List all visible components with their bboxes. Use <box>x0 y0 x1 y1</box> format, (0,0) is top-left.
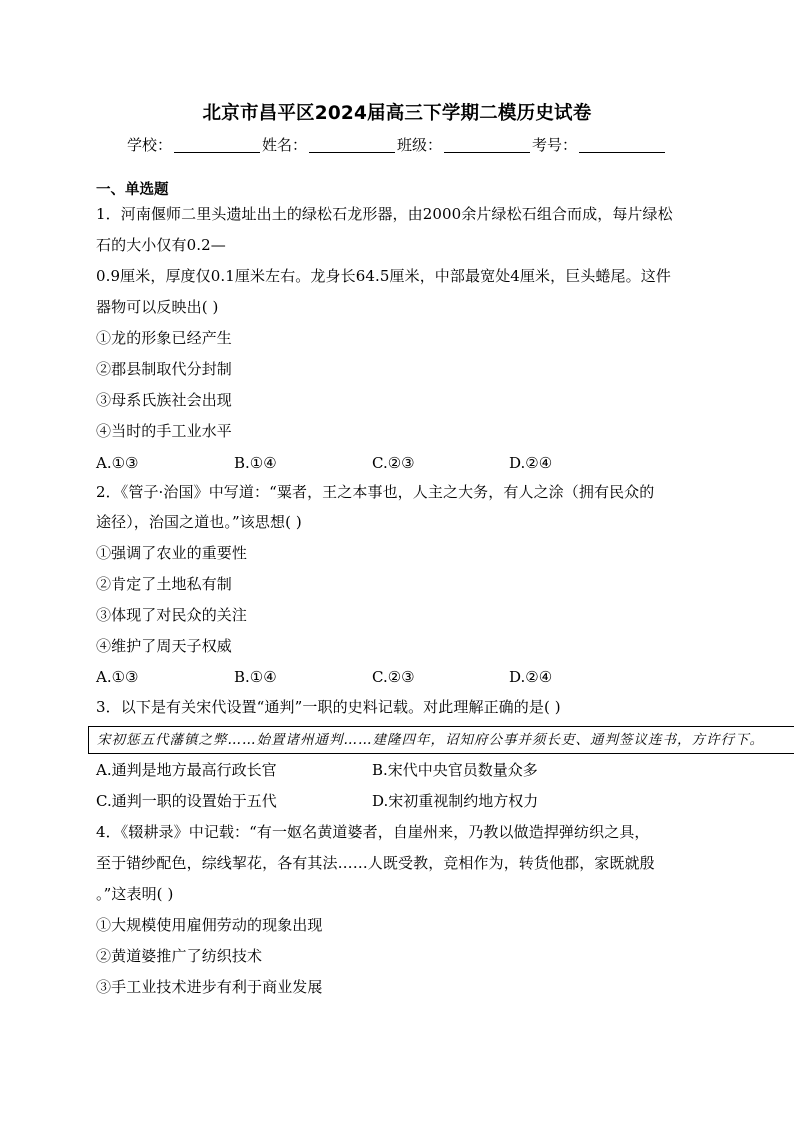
school-label: 学校： <box>126 136 172 154</box>
q4-line-1: 4．《辍耕录》中记载：“有一妪名黄道婆者，自崖州来，乃教以做造捍弹纺织之具， <box>96 823 650 841</box>
q3-source-text: 宋初惩五代藩镇之弊……始置诸州通判……建隆四年，诏知府公事并须长吏、通判签议连书，方许行下。 <box>97 732 764 748</box>
name-label: 姓名： <box>261 136 307 154</box>
q2-item-1: ①强调了农业的重要性 <box>96 544 248 562</box>
section-title: 一、单选题 <box>96 182 169 198</box>
q3-option-d[interactable]: D.宋初重视制约地方权力 <box>372 792 539 810</box>
q1-option-d[interactable]: D.②④ <box>509 454 553 472</box>
school-blank[interactable] <box>174 135 260 153</box>
q1-line-2: 石的大小仅有0.2— <box>96 236 226 254</box>
number-blank[interactable] <box>579 135 665 153</box>
q1-item-3: ③母系氏族社会出现 <box>96 391 232 409</box>
q1-item-1: ①龙的形象已经产生 <box>96 329 232 347</box>
q4-item-3: ③手工业技术进步有利于商业发展 <box>96 978 323 996</box>
number-label: 考号： <box>532 136 578 154</box>
exam-title: 北京市昌平区2024届高三下学期二模历史试卷 <box>202 103 592 124</box>
q2-option-b[interactable]: B.①④ <box>234 668 277 686</box>
q2-option-a[interactable]: A.①③ <box>96 668 139 686</box>
q2-line-2: 途径），治国之道也。”该思想( ) <box>96 513 302 531</box>
q1-line-1: 1．河南偃师二里头遗址出土的绿松石龙形器，由2000余片绿松石组合而成，每片绿松 <box>96 205 673 223</box>
q2-item-2: ②肯定了土地私有制 <box>96 575 232 593</box>
q1-option-b[interactable]: B.①④ <box>234 454 277 472</box>
q1-item-2: ②郡县制取代分封制 <box>96 360 232 378</box>
q1-option-c[interactable]: C.②③ <box>372 454 415 472</box>
q2-option-c[interactable]: C.②③ <box>372 668 415 686</box>
q2-item-4: ④维护了周天子权威 <box>96 637 232 655</box>
class-blank[interactable] <box>444 135 530 153</box>
q2-item-3: ③体现了对民众的关注 <box>96 606 248 624</box>
q1-item-4: ④当时的手工业水平 <box>96 422 232 440</box>
q2-line-1: 2．《管子·治国》中写道：“粟者，王之本事也，人主之大务，有人之涂（拥有民众的 <box>96 483 655 501</box>
q4-line-2: 至于错纱配色，综线挈花，各有其法……人既受教，竞相作为，转货他郡，家既就殷 <box>96 854 655 872</box>
q4-item-1: ①大规模使用雇佣劳动的现象出现 <box>96 916 323 934</box>
q3-option-a[interactable]: A.通判是地方最高行政长官 <box>96 761 277 779</box>
student-info-row <box>0 133 794 157</box>
name-blank[interactable] <box>309 135 395 153</box>
class-label: 班级： <box>397 136 443 154</box>
q3-option-c[interactable]: C.通判一职的设置始于五代 <box>96 792 277 810</box>
q1-line-3: 0.9厘米，厚度仅0.1厘米左右。龙身长64.5厘米，中部最宽处4厘米，巨头蜷尾。这件 <box>96 267 671 285</box>
q1-line-4: 器物可以反映出( ) <box>96 298 219 316</box>
q3-option-b[interactable]: B.宋代中央官员数量众多 <box>372 761 538 779</box>
q3-line-1: 3．以下是有关宋代设置“通判”一职的史料记载。对此理解正确的是( ) <box>96 698 561 716</box>
q4-item-2: ②黄道婆推广了纺织技术 <box>96 947 263 965</box>
q3-source-box <box>88 726 794 754</box>
q4-line-3: 。”这表明( ) <box>96 885 174 903</box>
q1-option-a[interactable]: A.①③ <box>96 454 139 472</box>
q2-option-d[interactable]: D.②④ <box>509 668 553 686</box>
